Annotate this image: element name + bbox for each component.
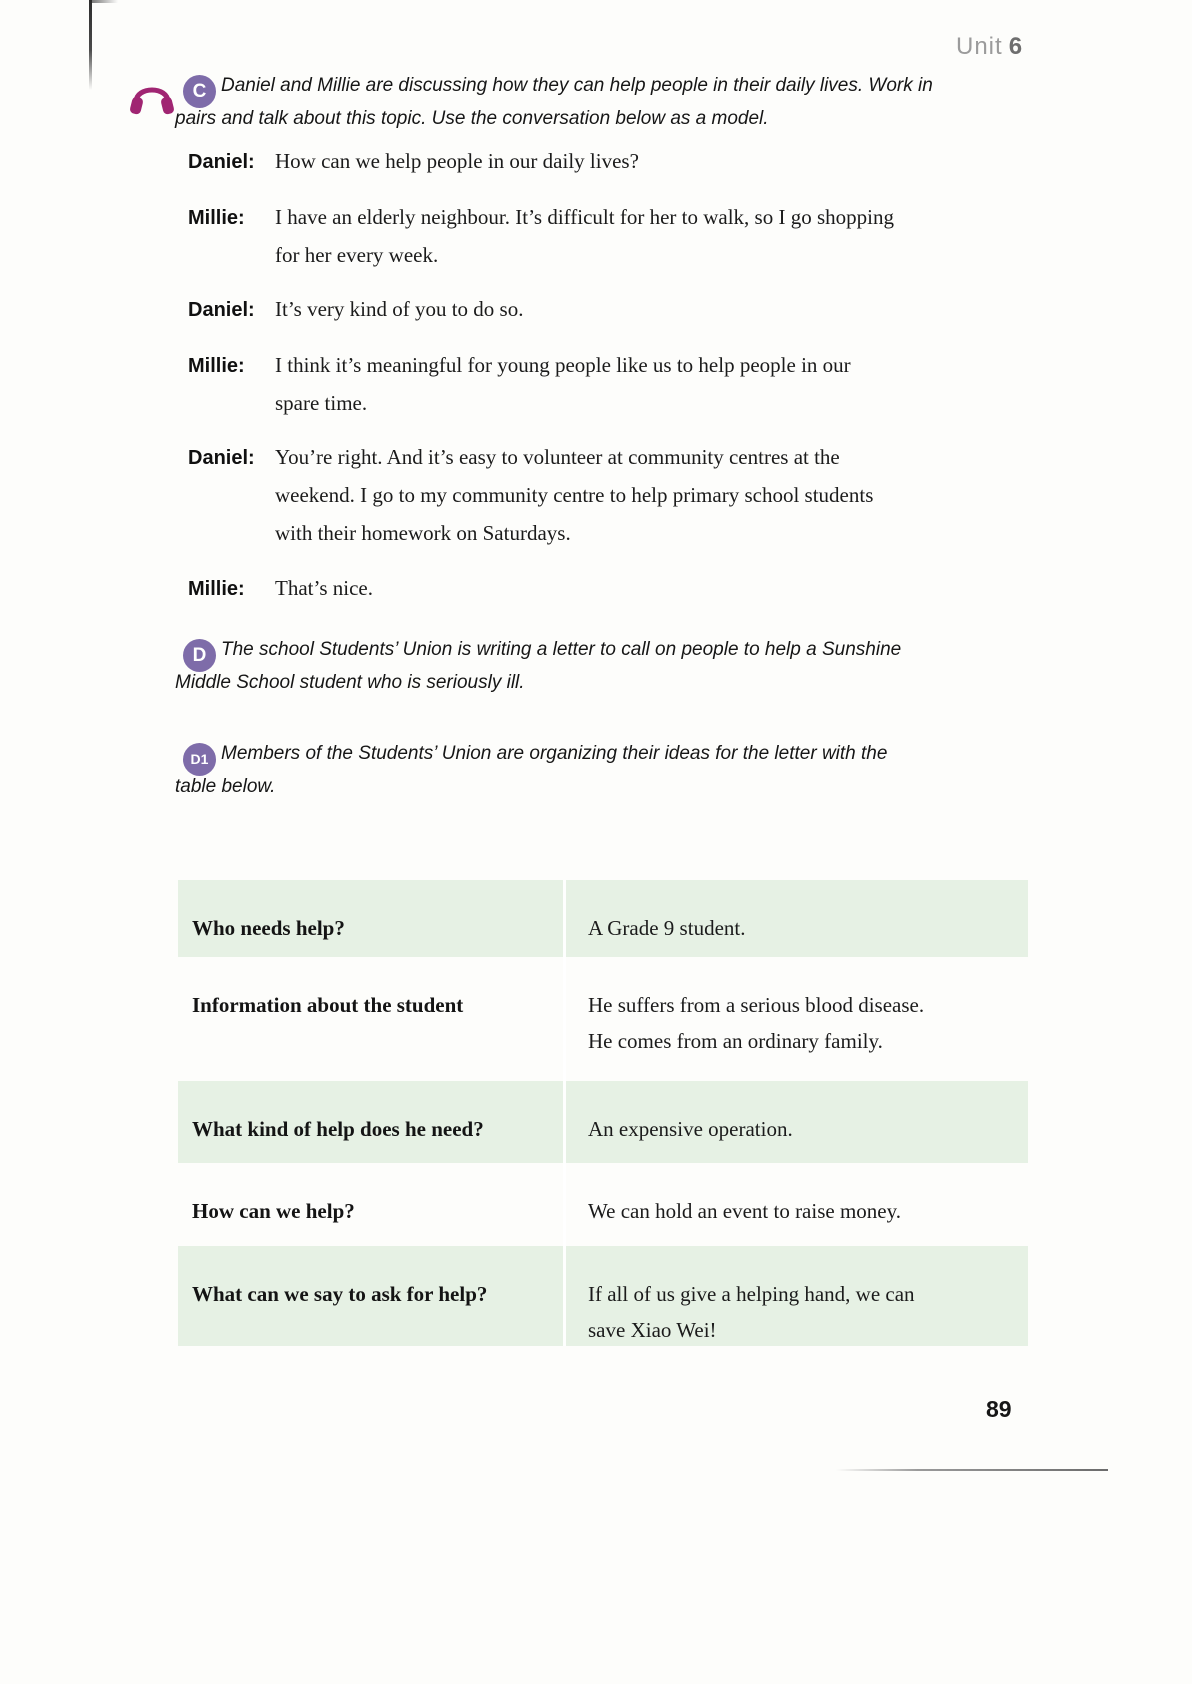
dialogue-turn xyxy=(188,346,988,422)
answer-cell: A Grade 9 student. xyxy=(588,916,746,940)
speaker-label: Daniel: xyxy=(188,447,255,469)
section-c-badge: C xyxy=(183,75,216,108)
section-c-instruction: Daniel and Millie are discussing how they can help people in their daily lives. Work in pairs and talk about this topic. Use the conversation below as a model. xyxy=(175,75,933,129)
answer-cell: An expensive operation. xyxy=(588,1117,793,1141)
section-c xyxy=(128,70,1008,135)
answer-cell: We can hold an event to raise money. xyxy=(588,1199,902,1223)
dialogue-text: How can we help people in our daily lives? xyxy=(275,149,639,173)
speaker-label: Millie: xyxy=(188,206,245,229)
section-d-instruction: The school Students’ Union is writing a letter to call on people to help a Sunshine Middle School student who is seriously ill. xyxy=(175,639,902,693)
section-d1-instruction: Members of the Students’ Union are organizing their ideas for the letter with the table below. xyxy=(175,743,888,797)
unit-number: 6 xyxy=(1008,33,1023,60)
table-row xyxy=(178,1246,1028,1346)
speaker-label: Millie: xyxy=(188,577,245,600)
section-d xyxy=(128,634,1008,699)
question-cell: How can we help? xyxy=(192,1199,355,1223)
scan-corner-tick xyxy=(92,0,118,3)
answer-cell: He suffers from a serious blood disease. He comes from an ordinary family. xyxy=(588,993,925,1053)
page-number: 89 xyxy=(986,1396,1012,1422)
headphones-icon xyxy=(128,70,176,120)
scan-margin-line xyxy=(89,0,92,90)
question-cell: Information about the student xyxy=(192,993,464,1017)
ideas-table xyxy=(178,880,1028,1346)
question-cell: What kind of help does he need? xyxy=(192,1117,484,1141)
dialogue-text: I have an elderly neighbour. It’s difficult for her to walk, so I go shopping for her every week. xyxy=(275,204,894,267)
dialogue xyxy=(188,142,988,624)
speaker-label: Daniel: xyxy=(188,151,255,173)
table-row xyxy=(178,1081,1028,1163)
unit-label: Unit xyxy=(956,33,1003,60)
dialogue-turn xyxy=(188,198,988,274)
answer-cell: If all of us give a helping hand, we can save Xiao Wei! xyxy=(588,1282,915,1342)
section-d1-badge: D1 xyxy=(183,743,216,776)
table-row xyxy=(178,1163,1028,1246)
unit-header xyxy=(956,33,1022,61)
table-row xyxy=(178,880,1028,957)
table-row xyxy=(178,957,1028,1081)
dialogue-turn xyxy=(188,438,988,552)
dialogue-text: I think it’s meaningful for young people like us to help people in our spare time. xyxy=(275,352,851,415)
dialogue-text: That’s nice. xyxy=(275,575,373,600)
speaker-label: Daniel: xyxy=(188,299,255,321)
dialogue-text: It’s very kind of you to do so. xyxy=(275,297,524,321)
dialogue-turn xyxy=(188,142,988,181)
section-d1 xyxy=(128,738,1008,803)
speaker-label: Millie: xyxy=(188,354,245,377)
question-cell: What can we say to ask for help? xyxy=(192,1282,488,1306)
question-cell: Who needs help? xyxy=(192,916,345,940)
section-d-badge: D xyxy=(183,639,216,672)
dialogue-turn xyxy=(188,290,988,329)
footer-rule xyxy=(836,1469,1108,1471)
dialogue-text: You’re right. And it’s easy to volunteer at community centres at the weekend. I go to my community centre to help primary school students with their homework on Saturdays. xyxy=(275,445,874,545)
dialogue-turn xyxy=(188,569,988,608)
